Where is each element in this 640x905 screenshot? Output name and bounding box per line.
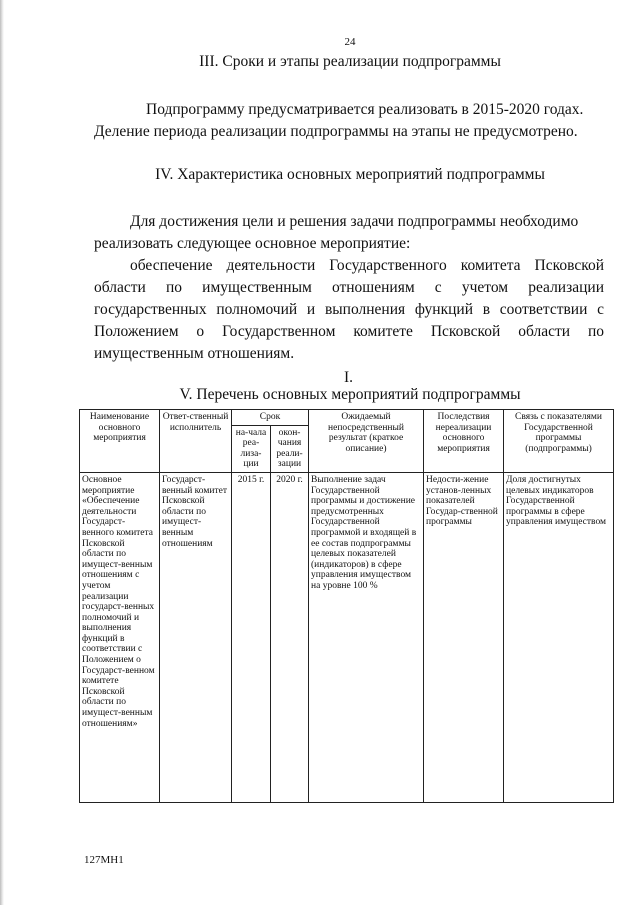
cell-result: Выполнение задач Государственной программы и достижение предусмотренных Государственной программой и входящей в ее состав подпрограммы целевых показателей (индикаторов) в сфере управления имуществом на уровне 100 %: [309, 472, 424, 802]
cell-end: 2020 г.: [271, 472, 309, 802]
paragraph-line: области по имущественным отношениям с учетом реализации: [94, 279, 604, 296]
footer-code: 127МН1: [84, 854, 124, 866]
header-end: окон-чания реали-зации: [271, 425, 309, 472]
table-header-row: [80, 410, 614, 426]
cell-name: Основное мероприятие «Обеспечение деятельности Государст-венного комитета Псковской области по имущест-венным отношениям с учетом реализации государст-венных полномочий и выполнения функций в соответствии с Положением о Государст-венном комитете Псковской области по имущест-венным отношениям»: [80, 472, 160, 802]
cell-link: Доля достигнутых целевых индикаторов Государственной программы в сфере управления имуществом: [504, 472, 614, 802]
section-3-paragraph-line-2: Деление периода реализации подпрограммы на этапы не предусмотрено.: [94, 123, 578, 140]
scan-edge-shadow: [0, 0, 4, 905]
header-start: на-чала реа-лиза-ции: [232, 425, 271, 472]
section-3-title: III. Сроки и этапы реализации подпрограммы: [199, 53, 501, 70]
cell-consequences: Недости-жение установ-ленных показателей Государ-ственной программы: [424, 472, 504, 802]
cell-executor: Государст-венный комитет Псковской области по имущест-венным отношениям: [160, 472, 232, 802]
header-consequences: Последствия нереализации основного мероприятия: [424, 410, 504, 473]
stray-mark: I.: [344, 369, 354, 386]
header-link: Связь с показателями Государственной программы (подпрограммы): [504, 410, 614, 473]
table-row: [80, 472, 614, 802]
section-4-paragraph-1-line-1: Для достижения цели и решения задачи подпрограммы необходимо: [130, 213, 579, 230]
paragraph-line: Положением о Государственном комитете Псковской области по: [94, 323, 604, 340]
section-4-title: IV. Характеристика основных мероприятий подпрограммы: [155, 166, 545, 183]
measures-table: [79, 409, 614, 803]
paragraph-line: обеспечение деятельности Государственного комитета Псковской: [130, 257, 604, 274]
paragraph-line: государственных полномочий и выполнения функций в соответствии с: [94, 301, 604, 318]
section-4-paragraph-2-line-1: [130, 255, 604, 277]
header-name: Наименование основного мероприятия: [80, 410, 160, 473]
paragraph-line: имущественным отношениям.: [94, 345, 295, 362]
header-result: Ожидаемый непосредственный результат (краткое описание): [309, 410, 424, 473]
cell-start: 2015 г.: [232, 472, 271, 802]
section-4-paragraph-2: [94, 277, 604, 365]
section-3-paragraph-line-1: Подпрограмму предусматривается реализовать в 2015-2020 годах.: [146, 101, 584, 118]
header-executor: Ответ-ственный исполнитель: [160, 410, 232, 473]
header-term: Срок: [232, 410, 309, 426]
page-number: 24: [344, 36, 356, 48]
section-5-title: V. Перечень основных мероприятий подпрограммы: [179, 386, 521, 403]
section-4-paragraph-1-line-2: реализовать следующее основное мероприятие:: [94, 235, 411, 252]
